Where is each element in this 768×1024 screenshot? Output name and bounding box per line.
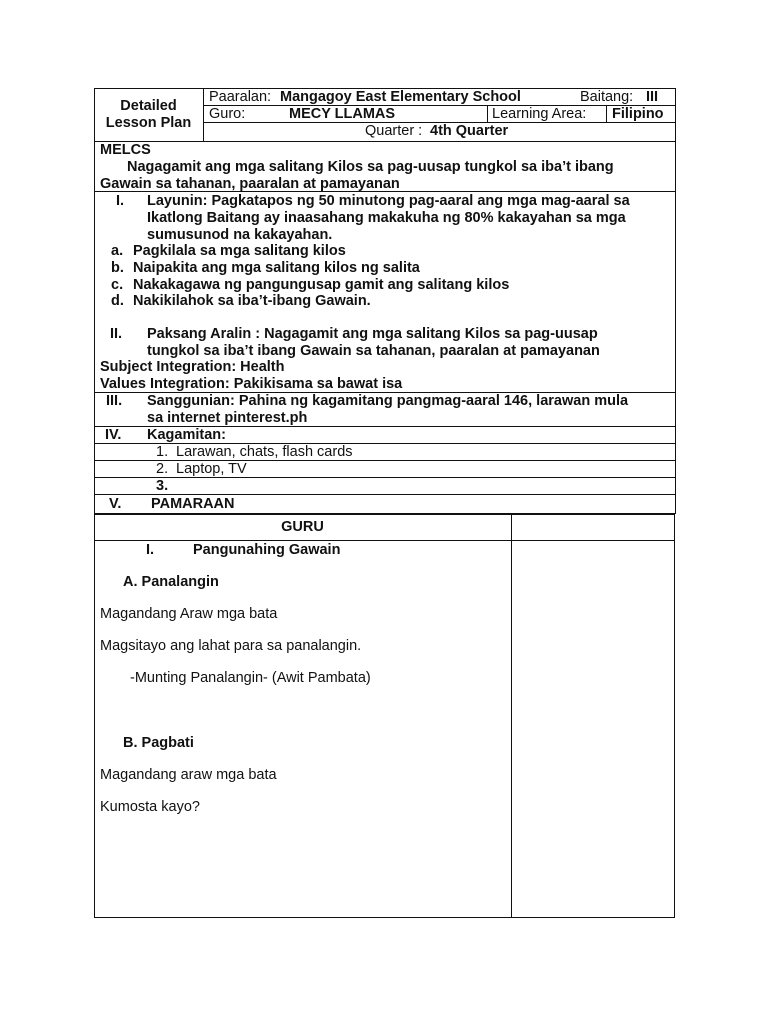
quarter-value: 4th Quarter xyxy=(430,123,509,139)
greeting-line: Magandang Araw mga bata xyxy=(100,606,278,622)
panalangin-heading: A. Panalangin xyxy=(123,574,219,590)
objective-item: Pagkilala sa mga salitang kilos xyxy=(133,243,346,259)
baitang-label: Baitang: xyxy=(580,89,634,105)
learning-area-value: Filipino xyxy=(612,106,664,122)
pamaraan-number: V. xyxy=(109,496,122,512)
material-number: 3. xyxy=(156,478,169,494)
guru-column-header: GURU xyxy=(281,519,324,535)
subject-integration: Subject Integration: Health xyxy=(100,359,285,375)
baitang-value: III xyxy=(646,89,659,105)
material-number: 1. xyxy=(156,444,169,460)
sanggunian-number: III. xyxy=(106,393,123,409)
paksang-text: Paksang Aralin : Nagagamit ang mga salitang Kilos sa pag-uusap xyxy=(147,326,598,342)
objective-letter: c. xyxy=(111,277,124,293)
objective-letter: b. xyxy=(111,260,124,276)
melcs-text: Nagagamit ang mga salitang Kilos sa pag-uusap tungkol sa iba’t ibang xyxy=(127,159,614,175)
paaralan-value: Mangagoy East Elementary School xyxy=(280,89,521,105)
guro-label: Guro: xyxy=(209,106,246,122)
objective-item: Naipakita ang mga salitang kilos ng salita xyxy=(133,260,420,276)
layunin-text: sumusunod na kakayahan. xyxy=(147,227,333,243)
pamaraan-label: PAMARAAN xyxy=(151,496,235,512)
header-cell-line xyxy=(606,105,607,122)
procedure-header-line xyxy=(94,540,675,541)
layunin-text: Ikatlong Baitang ay inaasahang makakuha ng 80% kakayahan sa mga xyxy=(147,210,626,226)
quarter-label: Quarter : xyxy=(365,123,423,139)
values-integration: Values Integration: Pakikisama sa bawat isa xyxy=(100,376,403,392)
lesson-plan-title: Detailed xyxy=(120,98,177,114)
objective-item: Nakakagawa ng pangungusap gamit ang salitang kilos xyxy=(133,277,510,293)
header-divider xyxy=(203,88,204,142)
procedure-column-divider xyxy=(511,514,512,918)
pagbati-heading: B. Pagbati xyxy=(123,735,194,751)
lesson-plan-title: Lesson Plan xyxy=(105,115,192,131)
learning-area-label: Learning Area: xyxy=(492,106,587,122)
material-item: Laptop, TV xyxy=(176,461,247,477)
paksang-text: tungkol sa iba’t ibang Gawain sa tahanan, paaralan at pamayanan xyxy=(147,343,600,359)
paaralan-label: Paaralan: xyxy=(209,89,272,105)
sanggunian-text: sa internet pinterest.ph xyxy=(147,410,308,426)
objective-item: Nakikilahok sa iba’t-ibang Gawain. xyxy=(133,293,371,309)
kagamitan-label: Kagamitan: xyxy=(147,427,226,443)
section-title: Pangunahing Gawain xyxy=(193,542,341,558)
melcs-text: Gawain sa tahanan, paaralan at pamayanan xyxy=(100,176,400,192)
paksang-number: II. xyxy=(110,326,123,342)
material-item: Larawan, chats, flash cards xyxy=(176,444,353,460)
layunin-text: Layunin: Pagkatapos ng 50 minutong pag-aaral ang mga mag-aaral sa xyxy=(147,193,630,209)
question-line: Kumosta kayo? xyxy=(100,799,200,815)
section-number: I. xyxy=(146,542,155,558)
objective-letter: d. xyxy=(111,293,124,309)
material-number: 2. xyxy=(156,461,169,477)
greeting-line: Magandang araw mga bata xyxy=(100,767,277,783)
prayer-line: -Munting Panalangin- (Awit Pambata) xyxy=(130,670,371,686)
sanggunian-text: Sanggunian: Pahina ng kagamitang pangmag-aaral 146, larawan mula xyxy=(147,393,629,409)
row-line xyxy=(94,494,676,495)
melcs-label: MELCS xyxy=(100,142,151,158)
layunin-number: I. xyxy=(116,193,125,209)
instruction-line: Magsitayo ang lahat para sa panalangin. xyxy=(100,638,362,654)
objective-letter: a. xyxy=(111,243,124,259)
kagamitan-number: IV. xyxy=(105,427,122,443)
guro-value: MECY LLAMAS xyxy=(289,106,396,122)
header-cell-line xyxy=(487,105,488,122)
